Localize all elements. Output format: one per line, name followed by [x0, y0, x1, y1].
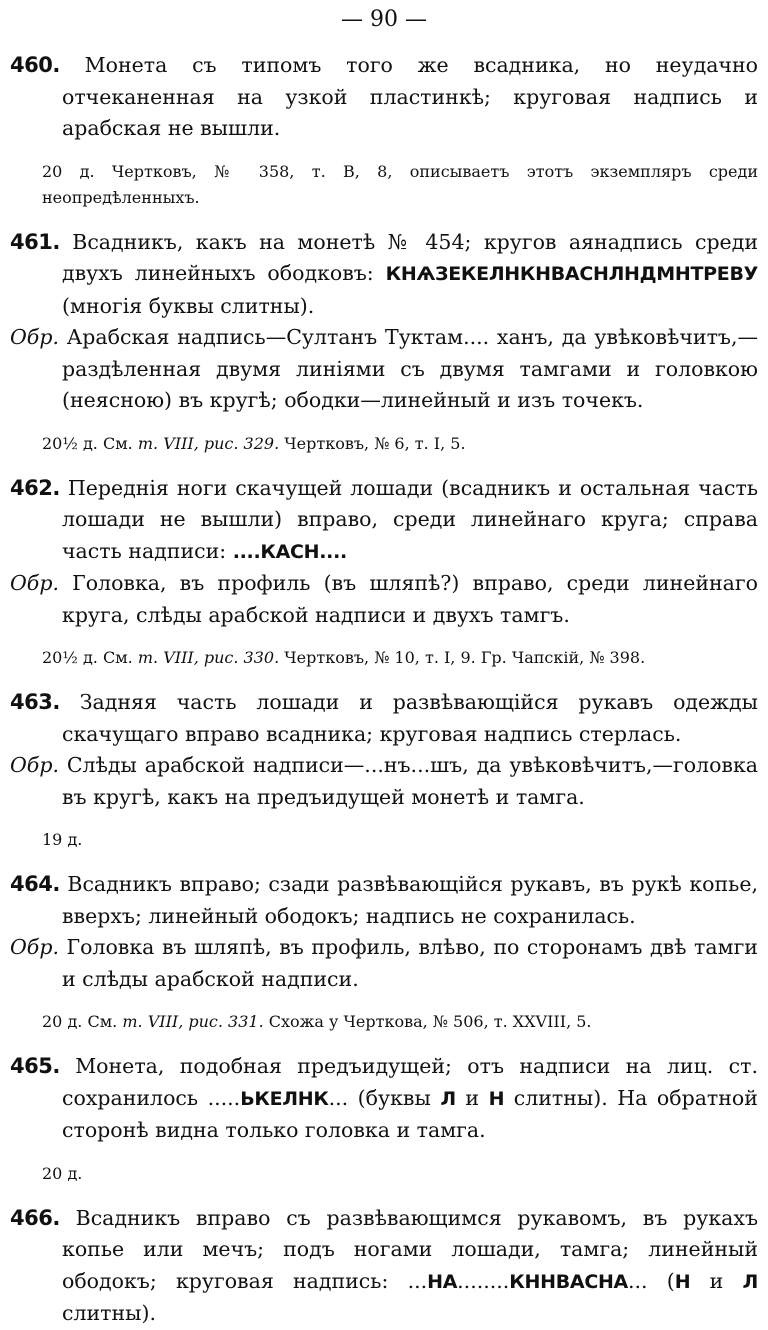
entry-reference	[10, 1161, 758, 1187]
entry-description	[10, 473, 758, 569]
reference-text: 20½ д. См.	[42, 648, 133, 667]
inscription-letter: Н	[674, 1270, 691, 1293]
entry-text: ........	[457, 1268, 510, 1293]
entry-description	[10, 227, 758, 323]
entry-461	[10, 227, 758, 457]
entry-number: 465.	[10, 1054, 60, 1078]
reference-text: 20 д. Чертковъ, № 358, т. В, 8, описываетъ этотъ экземпляръ среди неопредѣленныхъ.	[42, 161, 758, 207]
coin-inscription: ЬКЕЛНК	[240, 1087, 329, 1110]
page-number: — 90 —	[341, 7, 427, 32]
entry-number: 462.	[10, 475, 60, 500]
entry-number: 466.	[10, 1205, 60, 1230]
entry-text: Монета, подобная предъидущей; отъ надписи на лиц. ст. сохранилось .....	[62, 1054, 758, 1110]
entry-text: и	[465, 1085, 480, 1110]
obverse-label: Обр.	[10, 571, 59, 595]
entry-text: ... (буквы	[328, 1085, 431, 1110]
entry-463	[10, 687, 758, 853]
entry-reference	[10, 827, 758, 853]
entry-number: 463.	[10, 690, 60, 714]
obverse-description	[10, 568, 758, 631]
entry-text: (многія буквы слитны).	[62, 293, 315, 318]
entry-text: Всадникъ, какъ на монетѣ № 454; кругов аянадпись среди двухъ линейныхъ ободковъ:	[62, 229, 758, 285]
entry-description	[10, 1203, 758, 1330]
entry-number: 461.	[10, 229, 60, 254]
entry-text: Переднія ноги скачущей лошади (всадникъ и остальная часть лошади не вышли) вправо, среди линейнаго круга; справа часть надписи:	[62, 475, 758, 563]
obverse-description	[10, 750, 758, 813]
reference-text: Чертковъ, № 6, т. I, 5.	[284, 433, 466, 453]
reference-plate: т. VIII, рис. 329.	[137, 433, 280, 453]
reference-plate: т. VIII, рис. 330.	[137, 648, 280, 667]
entry-460	[10, 50, 758, 211]
coin-inscription: КНѦЗЕКЕЛНКНВАСНЛНДМНТРЕВУ	[385, 263, 758, 285]
entry-description	[10, 1051, 758, 1147]
coin-inscription: КННВАСНА	[509, 1270, 628, 1293]
entry-description	[10, 50, 758, 145]
entry-text: и	[709, 1268, 724, 1293]
obverse-description	[10, 932, 758, 995]
entry-text: Всадникъ вправо; сзади развѣвающійся рукавъ, въ рукѣ копье, вверхъ; линейный ободокъ; надпись не сохранилась.	[62, 872, 758, 928]
entry-number: 460.	[10, 53, 60, 77]
reference-text: Чертковъ, № 10, т. I, 9. Гр. Чапскій, № 398.	[284, 648, 646, 667]
entry-text: Задняя часть лошади и развѣвающійся рукавъ одежды скачущаго вправо всадника; круговая надпись стерлась.	[62, 690, 758, 746]
entry-reference	[10, 645, 758, 671]
obverse-description	[10, 322, 758, 417]
coin-inscription: НА	[427, 1270, 458, 1293]
reference-text: 20½ д. См.	[42, 433, 133, 453]
inscription-letter: Н	[488, 1087, 505, 1110]
obverse-label: Обр.	[10, 325, 59, 349]
obverse-text: Головка, въ профиль (въ шляпѣ?) вправо, среди линейнаго круга, слѣды арабской надписи и двухъ тамгъ.	[62, 571, 758, 627]
reference-text: 19 д.	[42, 830, 83, 849]
obverse-text: Головка въ шляпѣ, въ профиль, влѣво, по сторонамъ двѣ тамги и слѣды арабской надписи.	[62, 935, 758, 991]
entry-reference	[10, 431, 758, 457]
inscription-letter: Л	[440, 1087, 456, 1110]
obverse-text: Слѣды арабской надписи—...нъ...шъ, да увѣковѣчитъ,—головка въ кругѣ, какъ на предъидущей монетѣ и тамга.	[62, 753, 758, 809]
entry-reference	[10, 1009, 758, 1035]
entry-text: Монета съ типомъ того же всадника, но неудачно отчеканенная на узкой пластинкѣ; круговая надпись и арабская не вышли.	[62, 53, 758, 140]
entry-text: ... (	[627, 1268, 675, 1293]
entry-description	[10, 869, 758, 932]
coin-inscription: ....КАСН....	[232, 540, 347, 563]
entry-reference	[10, 159, 758, 211]
obverse-label: Обр.	[10, 935, 59, 959]
reference-text: 20 д.	[42, 1163, 83, 1183]
reference-text: Схожа у Черткова, № 506, т. XXVIII, 5.	[268, 1012, 592, 1031]
entry-description	[10, 687, 758, 750]
entry-465	[10, 1051, 758, 1187]
entry-466	[10, 1203, 758, 1330]
entry-464	[10, 869, 758, 1035]
entry-462	[10, 473, 758, 672]
reference-plate: т. VIII, рис. 331.	[122, 1012, 264, 1031]
inscription-letter: Л	[742, 1270, 758, 1293]
reference-text: 20 д. См.	[42, 1012, 118, 1031]
entry-number: 464.	[10, 872, 60, 896]
entry-text: Всадникъ вправо съ развѣвающимся рукавомъ, въ рукахъ копье или мечъ; подъ ногами лошади, тамга; линейный ободокъ; круговая надпись: ...	[62, 1205, 758, 1293]
entry-text: слитны).	[62, 1301, 157, 1325]
obverse-text: Арабская надпись—Султанъ Туктам.... ханъ, да увѣковѣчитъ,—раздѣленная двумя линіями съ двумя тамгами и головкою (неясною) въ кругѣ; ободки—линейный и изъ точекъ.	[62, 325, 758, 412]
obverse-label: Обр.	[10, 753, 59, 777]
entry-text: слитны). На обратной сторонѣ видна только головка и тамга.	[62, 1085, 758, 1142]
